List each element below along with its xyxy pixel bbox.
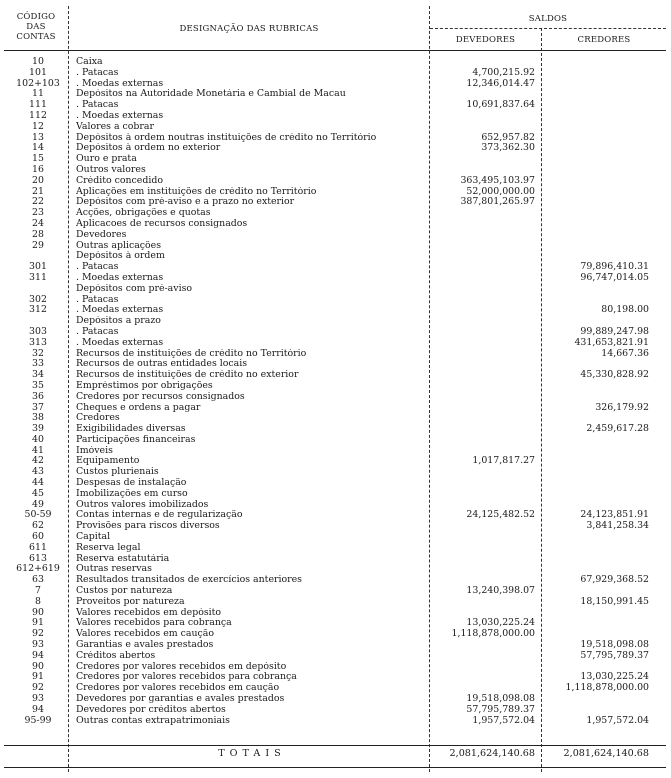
table-row: [0, 89, 671, 100]
devedores-value: 4,700,215.92: [472, 66, 535, 78]
credores-value: 24,123,851.91: [580, 509, 649, 521]
table-row: [0, 262, 671, 273]
account-description: Cheques e ordens a pagar: [76, 402, 201, 413]
account-description: Credores por recursos consignados: [76, 391, 245, 402]
table-row: [0, 57, 671, 68]
table-row: [0, 586, 671, 597]
account-description: . Moedas externas: [76, 272, 164, 283]
account-code: 111: [29, 99, 47, 111]
account-code: 14: [32, 142, 44, 154]
table-row: [0, 651, 671, 662]
devedores-header: DEVEDORES: [455, 35, 516, 45]
account-description: . Patacas: [76, 100, 119, 111]
table-row: [0, 208, 671, 219]
account-code: 20: [32, 174, 44, 186]
account-description: Depósitos à ordem: [76, 251, 165, 262]
totals-devedores: 2,081,624,140.68: [449, 748, 535, 759]
totals-row: [0, 743, 671, 765]
account-description: Depósitos à ordem noutras instituições de crédito no Território: [76, 132, 377, 143]
account-code: 28: [32, 228, 44, 240]
account-code: 49: [32, 498, 44, 510]
account-code: 93: [32, 639, 44, 651]
table-row: [0, 608, 671, 619]
saldos-divider: [430, 28, 666, 29]
account-description: Depósitos na Autoridade Monetária e Cambial de Macau: [76, 89, 346, 100]
account-description: Garantias e avales prestados: [76, 640, 214, 651]
table-row: [0, 543, 671, 554]
account-description: Reserva legal: [76, 542, 141, 553]
credores-value: 80,198.00: [601, 304, 649, 316]
account-description: Devedores por garantias e avales prestados: [76, 694, 285, 705]
account-description: Ouro e prata: [76, 154, 137, 165]
table-row: [0, 392, 671, 403]
account-code: 21: [32, 185, 44, 197]
credores-header: CREDORES: [577, 35, 631, 45]
account-description: Outros valores: [76, 164, 146, 175]
table-row: [0, 219, 671, 230]
account-code: 12: [32, 120, 44, 132]
account-description: Capital: [76, 532, 111, 543]
account-code: 37: [32, 401, 44, 413]
account-code: 63: [32, 574, 44, 586]
account-description: Outras contas extrapatrimoniais: [76, 715, 230, 726]
credores-value: 326,179.92: [595, 401, 649, 413]
account-description: Recursos de instituições de crédito no Território: [76, 348, 307, 359]
account-description: . Patacas: [76, 294, 119, 305]
account-code: 90: [32, 660, 44, 672]
credores-value: 18,150,991.45: [580, 595, 649, 607]
table-row: [0, 273, 671, 284]
account-description: . Patacas: [76, 67, 119, 78]
account-code: 34: [32, 369, 44, 381]
credores-value: 99,889,247.98: [580, 325, 649, 337]
table-row: [0, 187, 671, 198]
account-description: Imóveis: [76, 445, 113, 456]
account-description: Recursos de outras entidades locais: [76, 359, 248, 370]
credores-value: 2,459,617.28: [586, 423, 649, 435]
account-code: 94: [32, 703, 44, 715]
account-code: 24: [32, 217, 44, 229]
table-row: [0, 68, 671, 79]
account-code: 7: [35, 585, 41, 597]
table-row: [0, 165, 671, 176]
table-row: [0, 510, 671, 521]
account-description: Caixa: [76, 57, 103, 67]
table-row: [0, 564, 671, 575]
account-description: Aplicacoes de recursos consignados: [76, 218, 248, 229]
account-code: 301: [29, 261, 47, 273]
account-description: Depósitos à ordem no exterior: [76, 143, 221, 154]
table-row: [0, 456, 671, 467]
account-code: 35: [32, 379, 44, 391]
devedores-value: 652,957.82: [481, 131, 535, 143]
account-code: 36: [32, 390, 44, 402]
credores-value: 79,896,410.31: [580, 261, 649, 273]
account-code: 311: [29, 271, 47, 283]
table-row: [0, 640, 671, 651]
devedores-value: 1,957,572.04: [472, 714, 535, 726]
table-row: [0, 424, 671, 435]
devedores-value: 1,017,817.27: [472, 455, 535, 467]
table-row: [0, 381, 671, 392]
account-description: Valores a cobrar: [76, 121, 154, 132]
credores-value: 14,667.36: [601, 347, 649, 359]
account-description: Aplicações em instituições de crédito no Território: [76, 186, 317, 197]
account-code: 32: [32, 347, 44, 359]
table-row: [0, 316, 671, 327]
table-row: [0, 230, 671, 241]
table-row: [0, 683, 671, 694]
account-code: 102+103: [16, 77, 60, 89]
account-code: 612+619: [16, 563, 60, 575]
account-description: . Moedas externas: [76, 78, 164, 89]
account-rows: [0, 57, 671, 726]
table-row: [0, 338, 671, 349]
table-row: [0, 100, 671, 111]
account-code: 112: [29, 109, 47, 121]
saldos-header: SALDOS: [528, 14, 568, 24]
header-bottom-rule: [4, 50, 666, 51]
account-code: 91: [32, 671, 44, 683]
account-description: Reserva estatutária: [76, 553, 170, 564]
account-description: . Moedas externas: [76, 305, 164, 316]
credores-value: 19,518,098.08: [580, 639, 649, 651]
account-description: . Patacas: [76, 326, 119, 337]
table-row: [0, 694, 671, 705]
account-code: 29: [32, 239, 44, 251]
devedores-value: 12,346,014.47: [466, 77, 535, 89]
table-row: [0, 467, 671, 478]
account-code: 39: [32, 423, 44, 435]
account-code: 38: [32, 412, 44, 424]
account-code: 42: [32, 455, 44, 467]
table-row: [0, 413, 671, 424]
account-code: 11: [32, 88, 44, 100]
account-description: Créditos abertos: [76, 650, 156, 661]
code-header-line-1: CÓDIGO: [16, 12, 56, 22]
table-row: [0, 349, 671, 360]
account-code: 312: [29, 304, 47, 316]
table-row: [0, 241, 671, 252]
devedores-value: 387,801,265.97: [460, 196, 535, 208]
devedores-value: 1,118,878,000.00: [451, 628, 535, 640]
account-code: 60: [32, 531, 44, 543]
account-code: 45: [32, 487, 44, 499]
table-row: [0, 284, 671, 295]
account-description: Credores por valores recebidos em caução: [76, 683, 280, 694]
account-description: Resultados transitados de exercícios anteriores: [76, 575, 302, 586]
account-code: 62: [32, 520, 44, 532]
account-code: 22: [32, 196, 44, 208]
table-row: [0, 327, 671, 338]
account-code: 90: [32, 606, 44, 618]
table-row: [0, 403, 671, 414]
account-description: Devedores: [76, 229, 127, 240]
table-row: [0, 446, 671, 457]
table-row: [0, 478, 671, 489]
account-description: Crédito concedido: [76, 175, 163, 186]
table-row: [0, 305, 671, 316]
account-code: 23: [32, 207, 44, 219]
account-description: Proveitos por natureza: [76, 596, 185, 607]
account-description: Empréstimos por obrigações: [76, 380, 213, 391]
table-row: [0, 521, 671, 532]
table-row: [0, 370, 671, 381]
table-row: [0, 133, 671, 144]
account-code: 92: [32, 682, 44, 694]
devedores-value: 19,518,098.08: [466, 693, 535, 705]
account-code: 611: [29, 541, 47, 553]
credores-value: 13,030,225.24: [580, 671, 649, 683]
account-code: 101: [29, 66, 47, 78]
totals-credores: 2,081,624,140.68: [563, 748, 649, 759]
account-description: Acções, obrigações e quotas: [76, 208, 211, 219]
table-row: [0, 618, 671, 629]
devedores-value: 24,125,482.52: [466, 509, 535, 521]
account-description: . Moedas externas: [76, 337, 164, 348]
account-description: . Moedas externas: [76, 110, 164, 121]
designation-header: DESIGNAÇÃO DAS RUBRICAS: [179, 24, 319, 34]
account-code: 16: [32, 163, 44, 175]
account-description: Devedores por créditos abertos: [76, 704, 226, 715]
account-description: Imobilizações em curso: [76, 488, 188, 499]
code-column-header: [4, 12, 68, 42]
account-code: 13: [32, 131, 44, 143]
account-description: Credores por valores recebidos para cobrança: [76, 672, 297, 683]
table-row: [0, 143, 671, 154]
account-description: Depósitos a prazo: [76, 316, 161, 327]
credores-value: 431,653,821.91: [574, 336, 649, 348]
devedores-value: 52,000,000.00: [466, 185, 535, 197]
table-row: [0, 500, 671, 511]
account-description: Custos plurienais: [76, 467, 159, 478]
account-code: 94: [32, 649, 44, 661]
code-header-line-2: DAS: [26, 22, 46, 32]
devedores-value: 57,795,789.37: [466, 703, 535, 715]
devedores-value: 13,240,398.07: [466, 585, 535, 597]
table-row: [0, 197, 671, 208]
table-row: [0, 435, 671, 446]
account-description: Equipamento: [76, 456, 140, 467]
credores-value: 45,330,828.92: [580, 369, 649, 381]
account-description: Despesas de instalação: [76, 478, 187, 489]
totals-label: TOTAIS: [218, 748, 286, 759]
account-code: 15: [32, 153, 44, 165]
account-description: Valores recebidos em depósito: [76, 607, 222, 618]
account-code: 43: [32, 466, 44, 478]
account-code: 613: [29, 552, 47, 564]
account-code: 95-99: [24, 714, 52, 726]
table-row: [0, 154, 671, 165]
table-row: [0, 554, 671, 565]
credores-value: 67,929,368.52: [580, 574, 649, 586]
credores-value: 1,957,572.04: [586, 714, 649, 726]
account-code: 92: [32, 628, 44, 640]
table-row: [0, 532, 671, 543]
account-description: Depósitos com pré-aviso: [76, 283, 193, 294]
credores-value: 3,841,258.34: [586, 520, 649, 532]
table-row: [0, 122, 671, 133]
account-description: Participações financeiras: [76, 434, 196, 445]
table-row: [0, 629, 671, 640]
account-description: Credores por valores recebidos em depósito: [76, 661, 287, 672]
account-code: 10: [32, 56, 44, 67]
account-description: Exigibilidades diversas: [76, 424, 186, 435]
table-row: [0, 176, 671, 187]
account-description: . Patacas: [76, 262, 119, 273]
table-row: [0, 295, 671, 306]
account-description: Recursos de instituições de crédito no exterior: [76, 370, 299, 381]
account-code: 93: [32, 693, 44, 705]
account-code: 303: [29, 325, 47, 337]
table-row: [0, 662, 671, 673]
table-row: [0, 359, 671, 370]
account-description: Valores recebidos em caução: [76, 629, 215, 640]
account-code: 41: [32, 444, 44, 456]
credores-value: 1,118,878,000.00: [565, 682, 649, 694]
account-code: 313: [29, 336, 47, 348]
account-description: Provisões para riscos diversos: [76, 521, 220, 532]
account-description: Valores recebidos para cobrança: [76, 618, 232, 629]
account-description: Custos por natureza: [76, 586, 173, 597]
table-row: [0, 111, 671, 122]
account-code: 91: [32, 617, 44, 629]
account-code: 8: [35, 595, 41, 607]
table-row: [0, 597, 671, 608]
account-description: Depósitos com pré-aviso e a prazo no exterior: [76, 197, 295, 208]
account-code: 302: [29, 293, 47, 305]
account-description: Outros valores imobilizados: [76, 499, 209, 510]
account-code: 33: [32, 358, 44, 370]
code-header-line-3: CONTAS: [16, 32, 56, 42]
table-row: [0, 251, 671, 262]
account-code: 40: [32, 433, 44, 445]
account-code: 50-59: [24, 509, 52, 521]
account-code: 44: [32, 477, 44, 489]
account-description: Contas internas e de regularização: [76, 510, 243, 521]
totals-bottom-rule: [4, 767, 666, 768]
table-row: [0, 79, 671, 90]
devedores-value: 363,495,103.97: [460, 174, 535, 186]
table-row: [0, 716, 671, 727]
account-description: Outras reservas: [76, 564, 152, 575]
devedores-value: 373,362.30: [481, 142, 535, 154]
table-row: [0, 705, 671, 716]
credores-value: 96,747,014.05: [580, 271, 649, 283]
devedores-value: 10,691,837.64: [466, 99, 535, 111]
table-row: [0, 575, 671, 586]
account-description: Credores: [76, 413, 120, 424]
table-row: [0, 489, 671, 500]
credores-value: 57,795,789.37: [580, 649, 649, 661]
account-description: Outras aplicações: [76, 240, 162, 251]
devedores-value: 13,030,225.24: [466, 617, 535, 629]
